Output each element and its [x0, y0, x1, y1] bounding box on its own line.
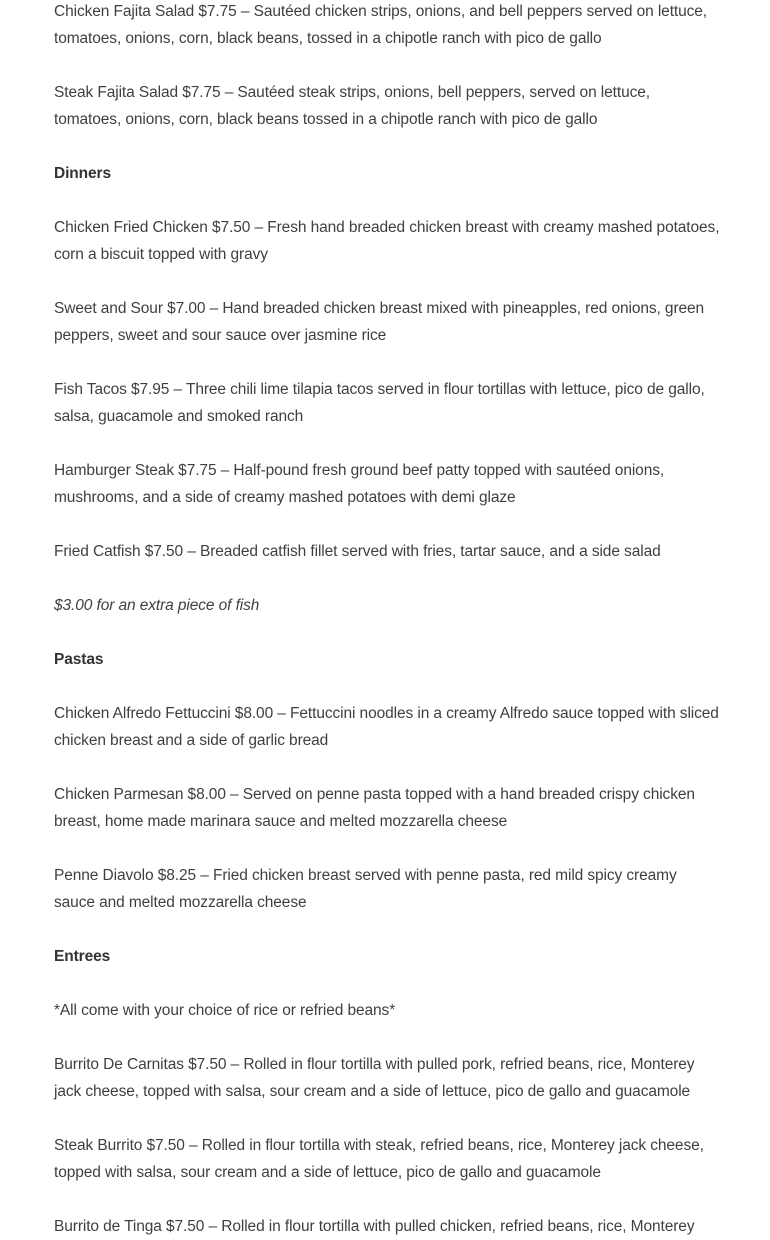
menu-item-steak-fajita-salad: Steak Fajita Salad $7.75 – Sautéed steak strips, onions, bell peppers, served on lettuce, tomatoes, onions, corn, black beans tossed in a chipotle ranch with pico de gallo: [54, 84, 650, 128]
section-heading-pastas: Pastas: [54, 651, 104, 668]
menu-item-chicken-alfredo-fettuccini: Chicken Alfredo Fettuccini $8.00 – Fettuccini noodles in a creamy Alfredo sauce topped with sliced chicken breast and a side of garlic bread: [54, 705, 719, 749]
menu-item-fish-tacos: Fish Tacos $7.95 – Three chili lime tilapia tacos served in flour tortillas with lettuce, pico de gallo, salsa, guacamole and smoked ranch: [54, 381, 705, 425]
menu-item-chicken-fajita-salad: Chicken Fajita Salad $7.75 – Sautéed chicken strips, onions, and bell peppers served on lettuce, tomatoes, onions, corn, black beans, tossed in a chipotle ranch with pico de gallo: [54, 3, 708, 47]
menu-item-burrito-de-carnitas: Burrito De Carnitas $7.50 – Rolled in flour tortilla with pulled pork, refried beans, rice, Monterey jack cheese, topped with salsa, sour cream and a side of lettuce, pico de gallo and guacamole: [54, 1056, 695, 1100]
entrees-note: *All come with your choice of rice or refried beans*: [54, 1002, 396, 1019]
menu-content: [54, 0, 720, 1240]
menu-item-burrito-de-tinga: Burrito de Tinga $7.50 – Rolled in flour tortilla with pulled chicken, refried beans, rice, Monterey: [54, 1218, 695, 1235]
menu-item-chicken-fried-chicken: Chicken Fried Chicken $7.50 – Fresh hand breaded chicken breast with creamy mashed potatoes, corn a biscuit topped with gravy: [54, 219, 720, 263]
menu-item-fried-catfish: Fried Catfish $7.50 – Breaded catfish fillet served with fries, tartar sauce, and a side salad: [54, 543, 661, 560]
menu-item-penne-diavolo: Penne Diavolo $8.25 – Fried chicken breast served with penne pasta, red mild spicy creamy sauce and melted mozzarella cheese: [54, 867, 677, 911]
section-heading-entrees: Entrees: [54, 948, 111, 965]
menu-item-steak-burrito: Steak Burrito $7.50 – Rolled in flour tortilla with steak, refried beans, rice, Monterey jack cheese, topped with salsa, sour cream and a side of lettuce, pico de gallo and guacamole: [54, 1137, 704, 1181]
section-heading-dinners: Dinners: [54, 165, 112, 182]
menu-item-chicken-parmesan: Chicken Parmesan $8.00 – Served on penne pasta topped with a hand breaded crispy chicken breast, home made marinara sauce and melted mozzarella cheese: [54, 786, 695, 830]
dinners-note: $3.00 for an extra piece of fish: [54, 597, 260, 614]
menu-item-sweet-and-sour: Sweet and Sour $7.00 – Hand breaded chicken breast mixed with pineapples, red onions, green peppers, sweet and sour sauce over jasmine rice: [54, 300, 705, 344]
menu-item-hamburger-steak: Hamburger Steak $7.75 – Half-pound fresh ground beef patty topped with sautéed onions, mushrooms, and a side of creamy mashed potatoes with demi glaze: [54, 462, 665, 506]
